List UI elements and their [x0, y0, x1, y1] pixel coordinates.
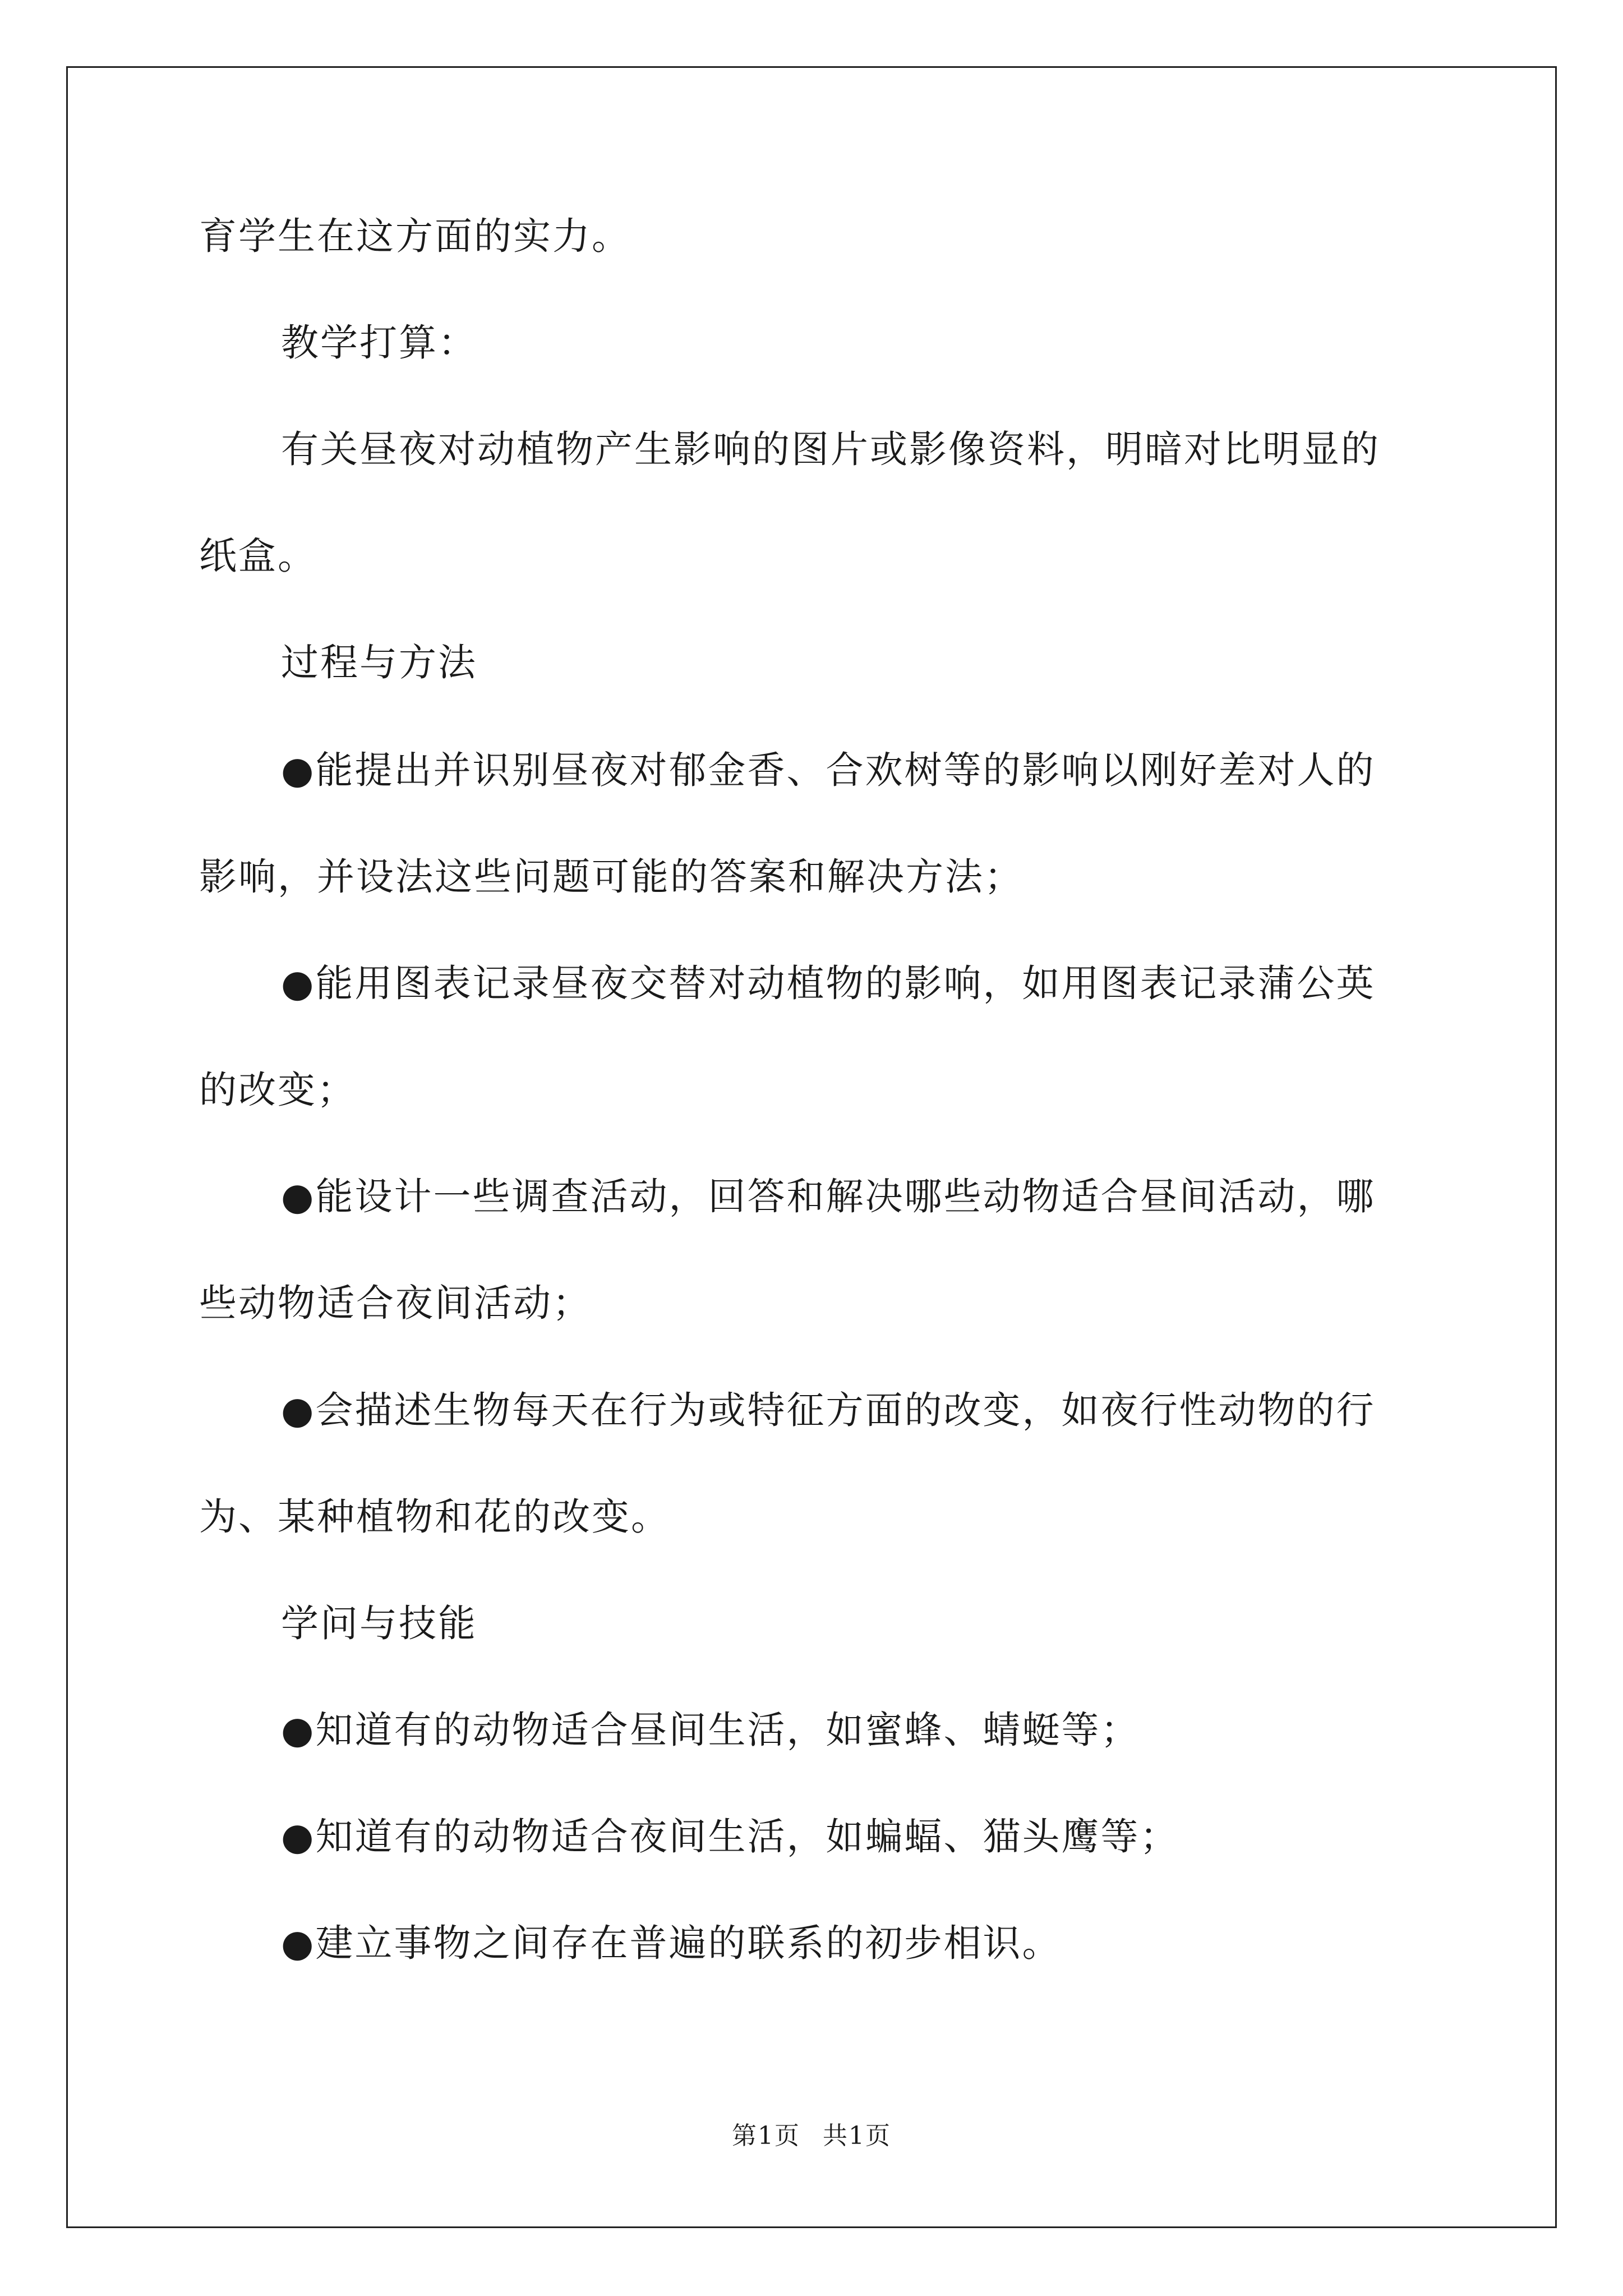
text-line: 过程与方法 [281, 641, 477, 684]
text-line: ●建立事物之间存在普遍的联系的初步相识。 [281, 1921, 1062, 1965]
text-line: ●能用图表记录昼夜交替对动植物的影响，如用图表记录蒲公英 [281, 961, 1376, 1005]
text-line: ●会描述生物每天在行为或特征方面的改变，如夜行性动物的行 [281, 1388, 1376, 1432]
text-line: 的改变； [199, 1068, 356, 1112]
text-line: 为、某种植物和花的改变。 [199, 1495, 670, 1539]
page-footer [0, 2120, 1623, 2152]
text-line: 些动物适合夜间活动； [199, 1281, 592, 1325]
text-line: 育学生在这方面的实力。 [199, 214, 631, 258]
text-line: 有关昼夜对动植物产生影响的图片或影像资料，明暗对比明显的 [281, 427, 1380, 471]
text-line: ●知道有的动物适合夜间生活，如蝙蝠、猫头鹰等； [281, 1815, 1179, 1858]
text-line: 纸盒。 [199, 534, 317, 578]
text-line: ●知道有的动物适合昼间生活，如蜜蜂、蜻蜓等； [281, 1708, 1140, 1752]
text-line: 教学打算： [281, 321, 477, 365]
text-line: 影响，并设法这些问题可能的答案和解决方法； [199, 855, 1023, 899]
page-number: 第1页 [732, 2122, 800, 2150]
text-line: ●能设计一些调查活动，回答和解决哪些动物适合昼间活动，哪 [281, 1175, 1376, 1218]
page-border [66, 66, 1557, 2228]
text-line: 学问与技能 [281, 1602, 477, 1645]
page-total: 共1页 [823, 2122, 891, 2150]
text-line: ●能提出并识别昼夜对郁金香、合欢树等的影响以刚好差对人的 [281, 748, 1376, 792]
